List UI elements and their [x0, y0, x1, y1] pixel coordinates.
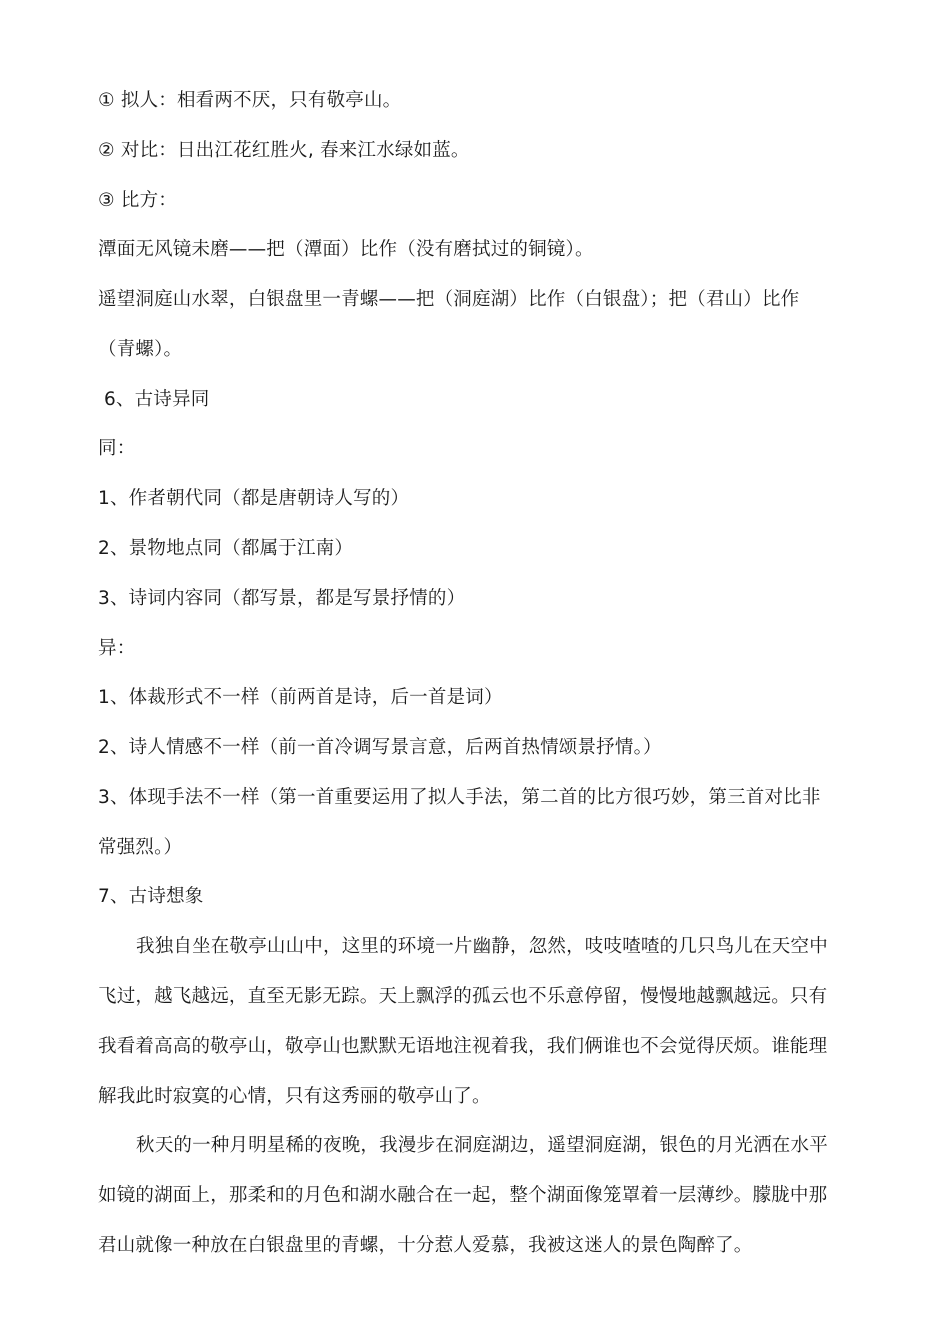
list-item-same-1: 1、作者朝代同（都是唐朝诗人写的） — [98, 488, 410, 509]
list-item-diff-3: 3、体现手法不一样（第一首重要运用了拟人手法，第二首的比方很巧妙，第三首对比非 — [98, 787, 821, 808]
paragraph-1-line-1: 我独自坐在敬亭山山中，这里的环境一片幽静，忽然，吱吱喳喳的几只鸟儿在天空中 — [136, 936, 828, 957]
text-line-personification: ① 拟人：相看两不厌，只有敬亭山。 — [98, 90, 402, 111]
list-item-same-3: 3、诗词内容同（都写景，都是写景抒情的） — [98, 588, 466, 609]
section-heading-imagination: 7、古诗想象 — [98, 886, 204, 907]
list-item-diff-3-cont: 常强烈。） — [98, 837, 183, 858]
paragraph-1-line-3: 我看着高高的敬亭山，敬亭山也默默无语地注视着我，我们俩谁也不会觉得厌烦。谁能理 — [98, 1036, 828, 1057]
text-line-contrast: ② 对比：日出江花红胜火, 春来江水绿如蓝。 — [98, 140, 470, 161]
text-line-metaphor-2: 遥望洞庭山水翠，白银盘里一青螺——把（洞庭湖）比作（白银盘）；把（君山）比作 — [98, 289, 800, 310]
paragraph-2-line-3: 君山就像一种放在白银盘里的青螺，十分惹人爱慕，我被这迷人的景色陶醉了。 — [98, 1235, 753, 1256]
paragraph-2-line-2: 如镜的湖面上，那柔和的月色和湖水融合在一起，整个湖面像笼罩着一层薄纱。朦胧中那 — [98, 1185, 828, 1206]
paragraph-1-line-2: 飞过，越飞越远，直至无影无踪。天上飘浮的孤云也不乐意停留，慢慢地越飘越远。只有 — [98, 986, 828, 1007]
text-line-metaphor-heading: ③ 比方： — [98, 190, 177, 211]
paragraph-2-line-1: 秋天的一种月明星稀的夜晚，我漫步在洞庭湖边，遥望洞庭湖，银色的月光洒在水平 — [136, 1135, 828, 1156]
text-line-metaphor-2-cont: （青螺）。 — [98, 339, 183, 360]
subheading-same: 同： — [98, 438, 136, 459]
list-item-diff-2: 2、诗人情感不一样（前一首冷调写景言意，后两首热情颂景抒情。） — [98, 737, 662, 758]
list-item-diff-1: 1、体裁形式不一样（前两首是诗，后一首是词） — [98, 687, 503, 708]
subheading-different: 异： — [98, 638, 136, 659]
paragraph-1-line-4: 解我此时寂寞的心情，只有这秀丽的敬亭山了。 — [98, 1086, 491, 1107]
text-line-metaphor-1: 潭面无风镜未磨——把（潭面）比作（没有磨拭过的铜镜）。 — [98, 239, 594, 260]
section-heading-similarities-differences: 6、古诗异同 — [104, 389, 210, 410]
list-item-same-2: 2、景物地点同（都属于江南） — [98, 538, 354, 559]
